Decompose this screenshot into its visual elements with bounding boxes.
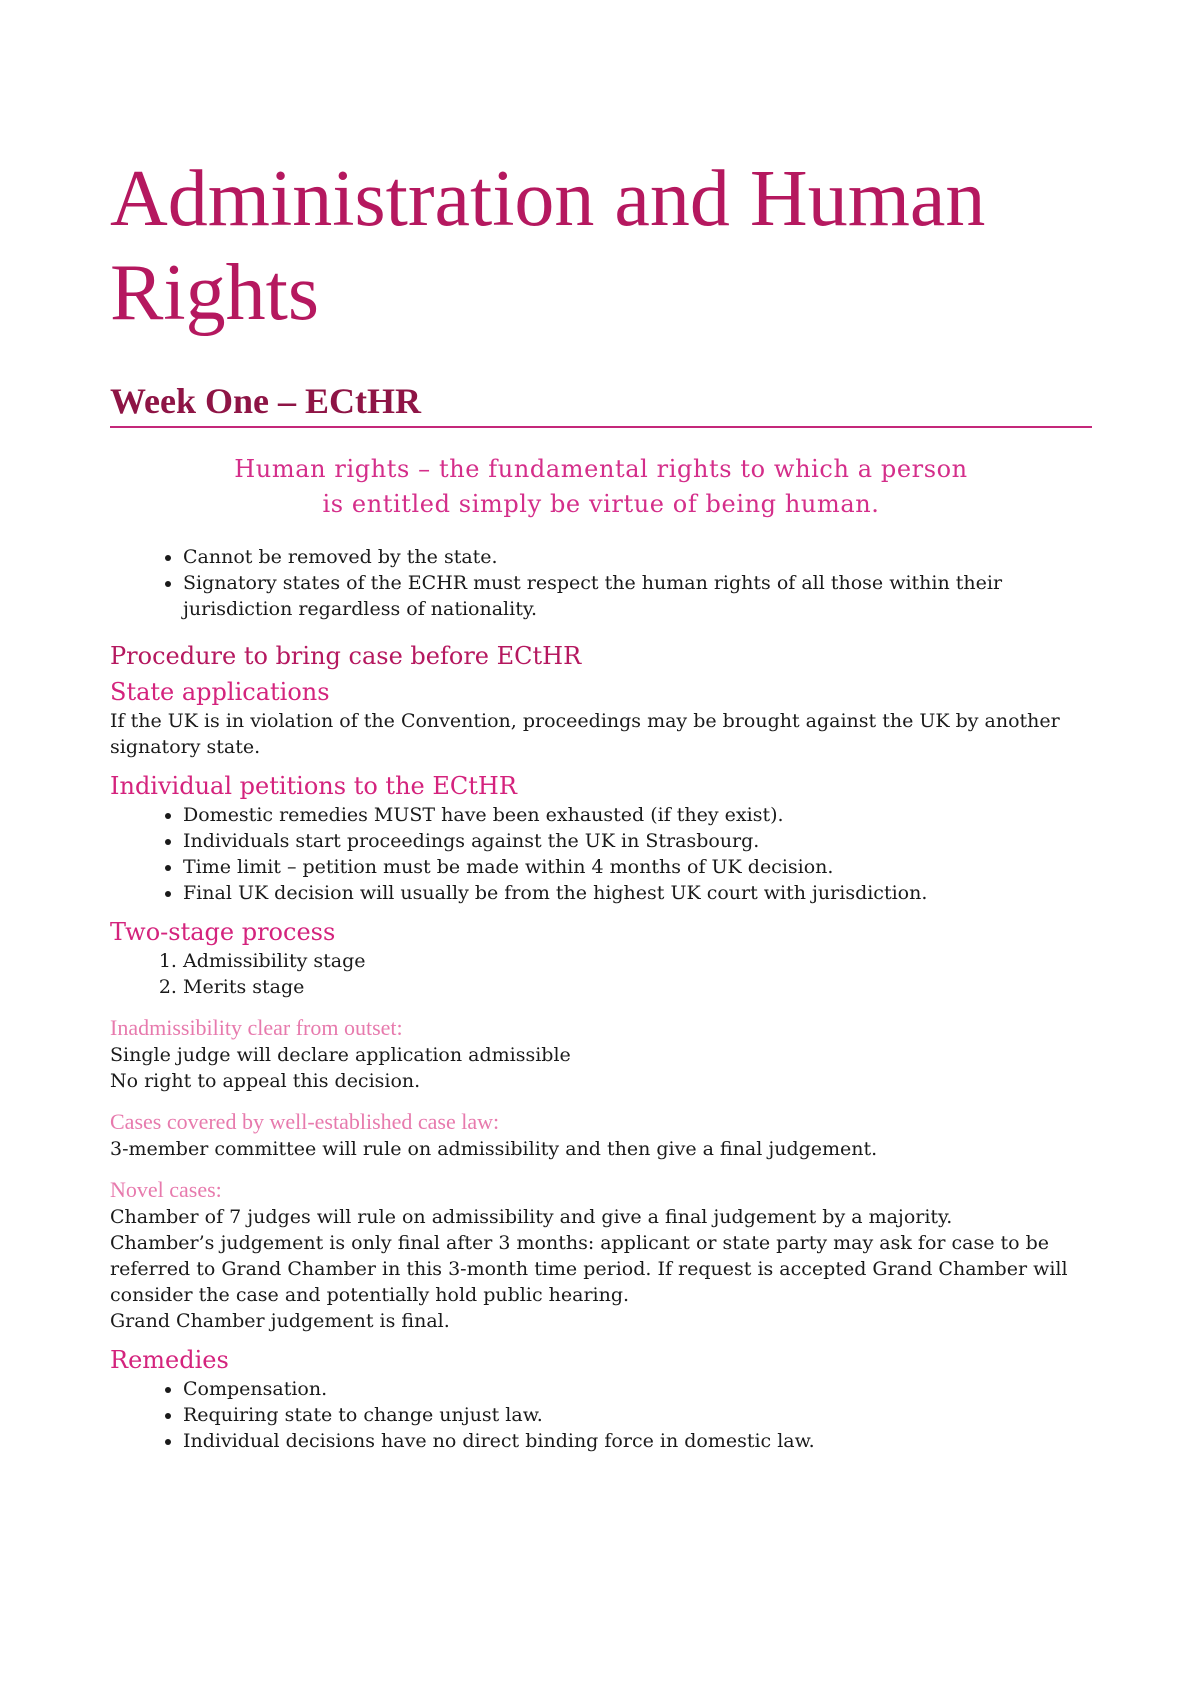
inadmissibility-heading: Inadmissibility clear from outset: [110,1015,403,1040]
novel-cases-text: Chamber of 7 judges will rule on admissibility and give a final judgement by a majority. [110,1206,953,1228]
list-item: • Individuals start proceedings against the UK in Strasbourg. [183,828,1092,854]
remedies-list [110,1376,1092,1454]
list-item: • Signatory states of the ECHR must respect the human rights of all those within their jurisdiction regardless of nationality. [183,570,1092,622]
inadmissibility-text: Single judge will declare application admissible [110,1044,571,1066]
human-rights-definition: Human rights – the fundamental rights to which a person is entitled simply be virtue of being human. [234,455,968,518]
well-established-text: 3-member committee will rule on admissibility and then give a final judgement. [110,1138,878,1160]
week-heading: Week One – ECtHR [110,380,1092,428]
well-established-heading: Cases covered by well-established case law: [110,1109,500,1134]
two-stage-list [110,948,1092,1000]
definition-bullet-list [110,544,1092,622]
list-item: • Individual decisions have no direct binding force in domestic law. [183,1428,1092,1454]
two-stage-heading: Two-stage process [110,918,336,946]
chamber-judgement-text: Chamber’s judgement is only final after 3 months: applicant or state party may ask for case to be referred to Grand Chamber in this 3-month time period. If request is accepted Grand Chamber will consider the case and potentially hold public hearing. [110,1232,1068,1306]
remedies-heading: Remedies [110,1346,229,1374]
list-item: 2. Merits stage [183,974,1092,1000]
list-item: • Time limit – petition must be made within 4 months of UK decision. [183,854,1092,880]
document-title: Administration and Human Rights [110,155,986,337]
individual-petitions-heading: Individual petitions to the ECtHR [110,772,517,800]
state-applications-heading: State applications [110,678,330,706]
procedure-heading: Procedure to bring case before ECtHR [110,642,582,670]
list-item: 1. Admissibility stage [183,948,1092,974]
list-item: • Final UK decision will usually be from the highest UK court with jurisdiction. [183,880,1092,906]
state-applications-text: If the UK is in violation of the Convention, proceedings may be brought against the UK by another signatory state. [110,710,1060,758]
list-item: • Requiring state to change unjust law. [183,1402,1092,1428]
list-item: • Compensation. [183,1376,1092,1402]
novel-cases-heading: Novel cases: [110,1177,222,1202]
list-item: • Cannot be removed by the state. [183,544,1092,570]
inadmissibility-appeal-text: No right to appeal this decision. [110,1070,421,1092]
individual-petitions-list [110,802,1092,906]
grand-chamber-text: Grand Chamber judgement is final. [110,1310,450,1332]
list-item: • Domestic remedies MUST have been exhausted (if they exist). [183,802,1092,828]
